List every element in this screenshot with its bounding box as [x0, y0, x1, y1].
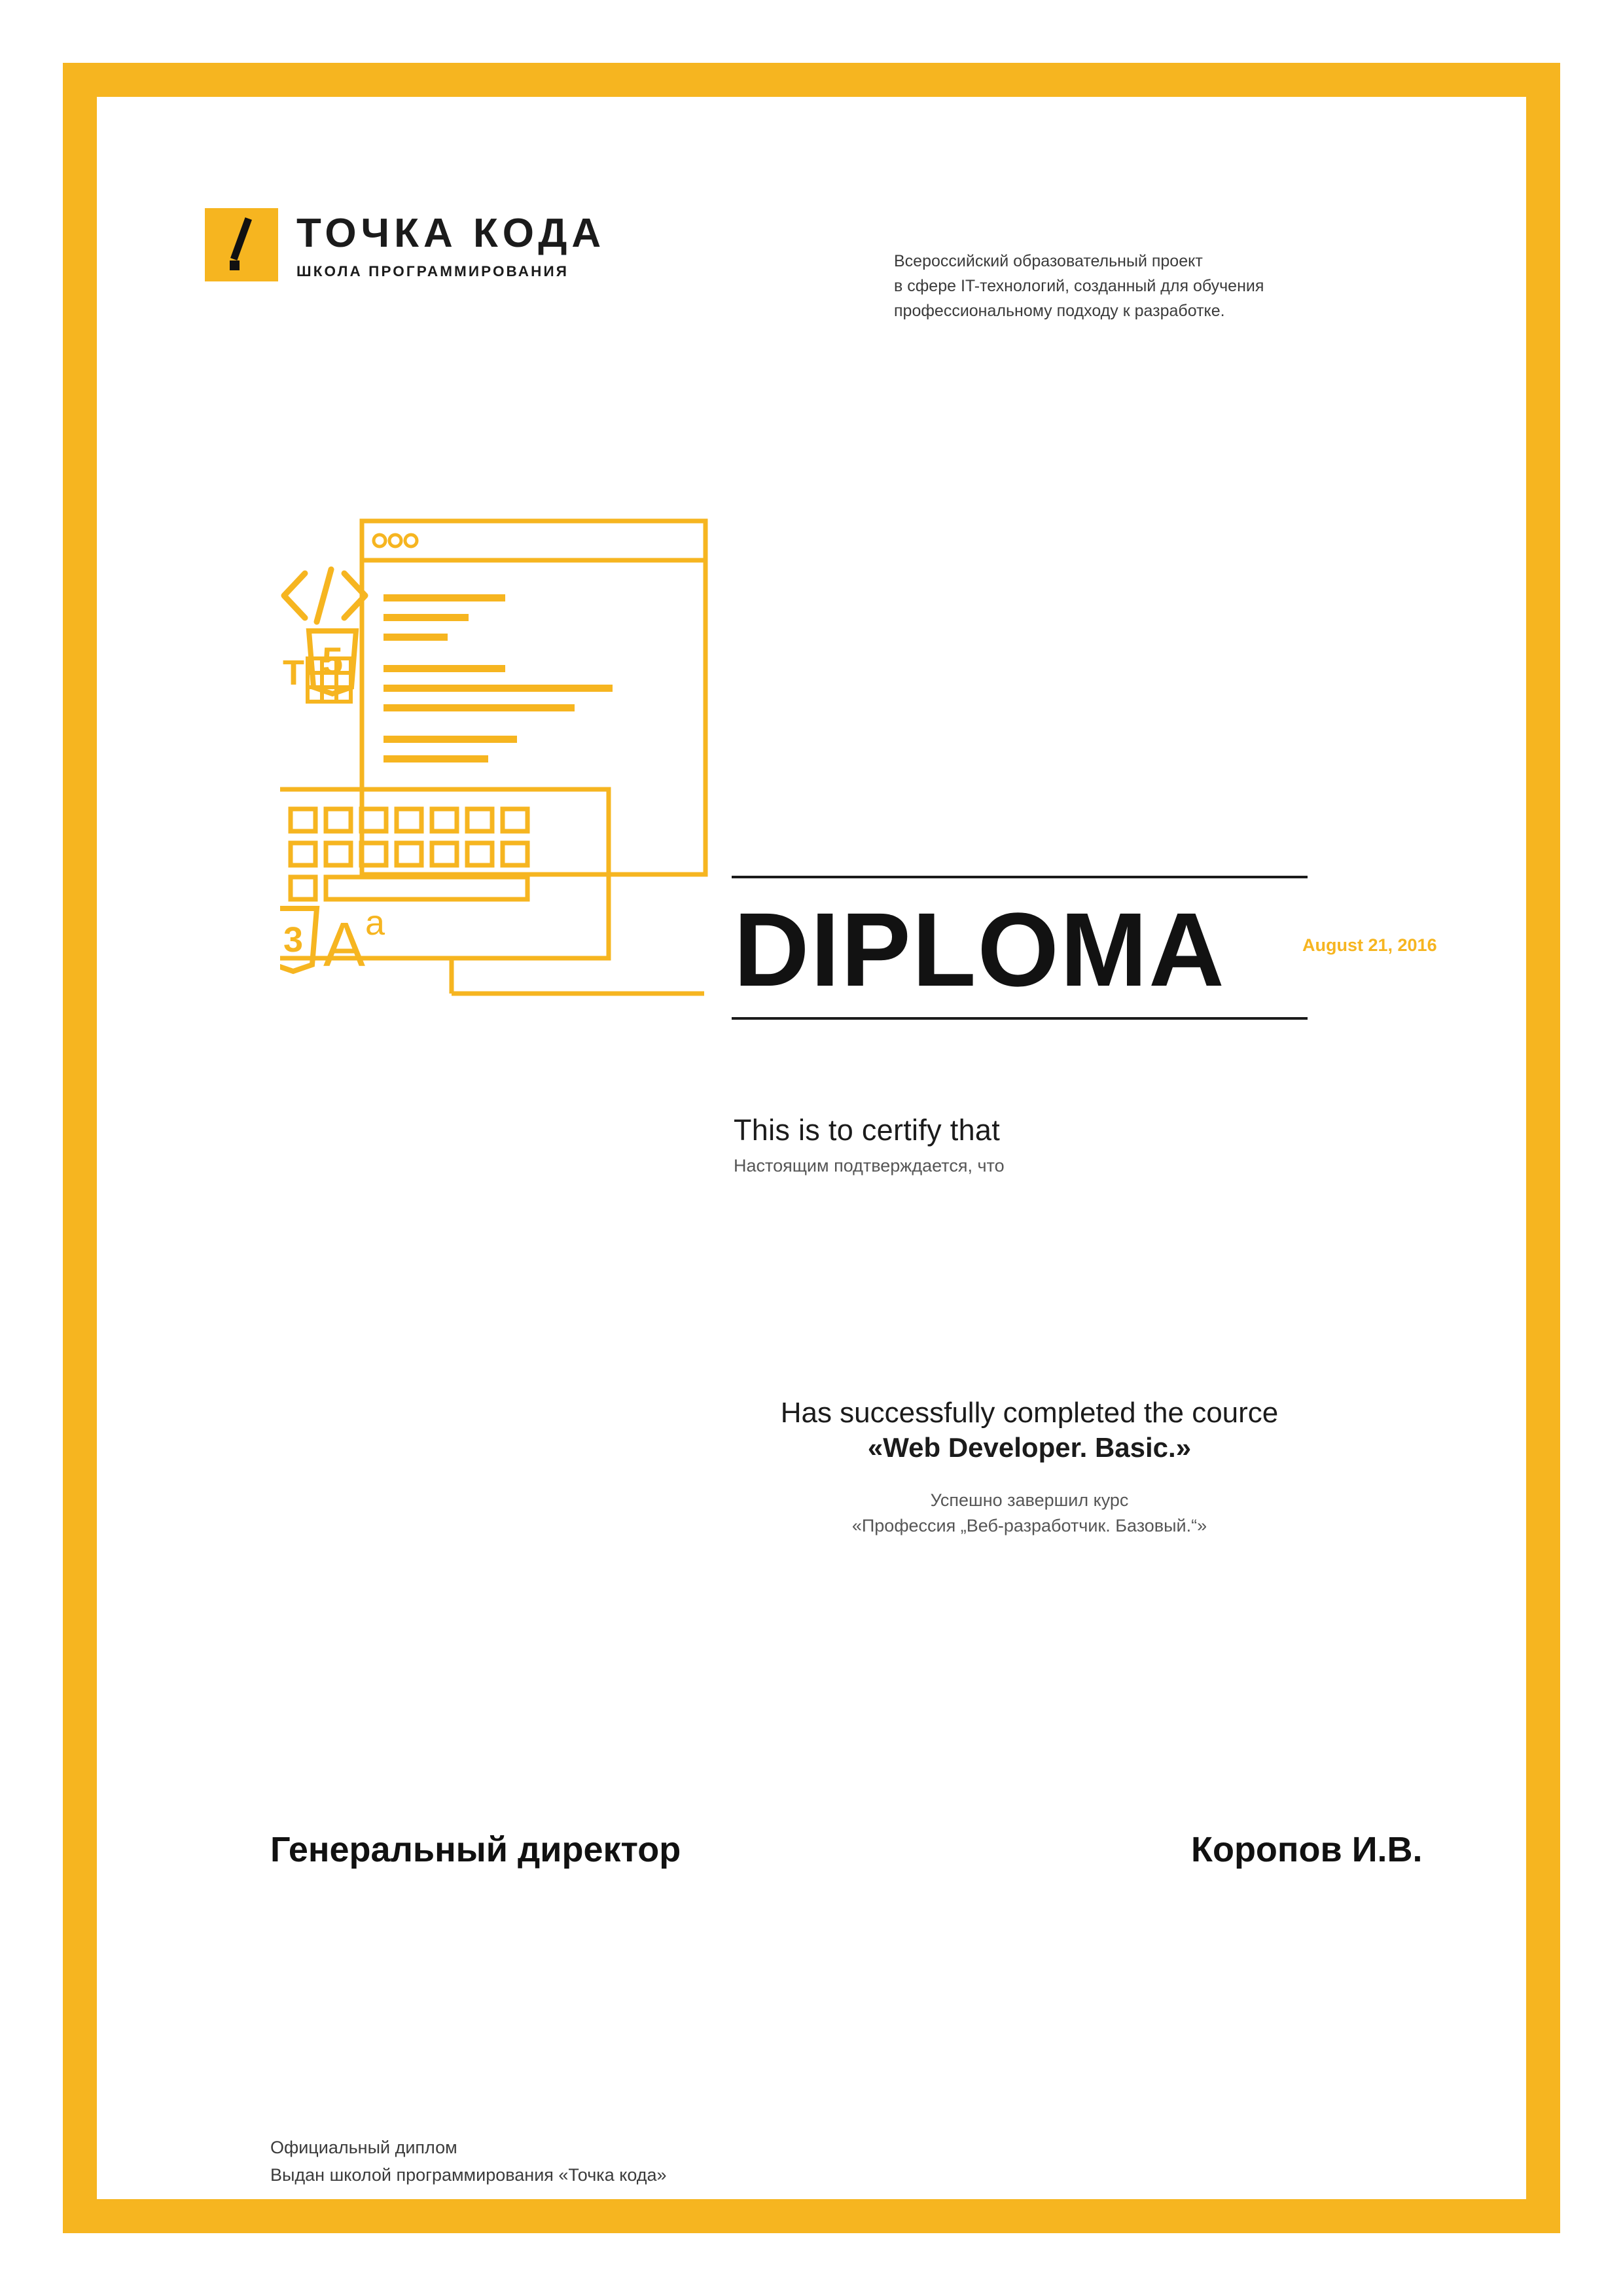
project-description-line-2: в сфере IT-технологий, созданный для обучения — [894, 277, 1264, 295]
course-name-en: «Web Developer. Basic.» — [867, 1431, 1192, 1463]
certify-text-ru: Настоящим подтверждается, что — [734, 1156, 1005, 1175]
web-development-illustration — [280, 516, 974, 1164]
typography-Aa-icon — [323, 903, 385, 980]
css3-badge-icon — [280, 908, 317, 971]
completed-text-en: Has successfully completed the cource — [780, 1397, 1279, 1429]
footer-line-2: Выдан школой программирования «Точка кода» — [270, 2164, 667, 2185]
svg-text:a: a — [365, 903, 385, 942]
svg-text:3: 3 — [283, 920, 304, 960]
svg-text:T: T — [283, 653, 304, 692]
diploma-rule-top — [732, 876, 1308, 878]
signatory-name: Коропов И.В. — [1191, 1830, 1423, 1869]
browser-window-code-icon — [362, 521, 705, 874]
certificate-inner-area — [97, 97, 1526, 2199]
brand-logo — [205, 208, 605, 281]
logo-slash-shape — [230, 217, 252, 260]
logo-dot-shape — [230, 260, 240, 270]
signatory-role: Генеральный директор — [270, 1830, 681, 1869]
brand-title: ТОЧКА КОДА — [296, 211, 606, 256]
course-block-ru — [699, 1488, 1360, 1539]
svg-text:5: 5 — [321, 640, 344, 683]
course-block-en — [699, 1396, 1360, 1466]
slash-dot-logo-icon — [205, 208, 278, 281]
project-description — [894, 249, 1496, 323]
svg-text:A: A — [323, 910, 366, 980]
course-name-ru: «Профессия „Веб-разработчик. Базовый.“» — [851, 1516, 1207, 1536]
diploma-rule-bottom — [732, 1017, 1308, 1020]
certify-text-en: This is to certify that — [734, 1113, 1001, 1147]
diploma-title: DIPLOMA — [734, 891, 1226, 1008]
footer-note — [270, 2134, 667, 2189]
diploma-date: August 21, 2016 — [1302, 935, 1437, 955]
brand-text — [296, 208, 605, 280]
certificate-content — [97, 97, 1526, 2199]
project-description-line-3: профессиональному подходу к разработке. — [894, 302, 1225, 320]
brand-subtitle: ШКОЛА ПРОГРАММИРОВАНИЯ — [296, 263, 569, 279]
diploma-title-block — [732, 876, 1437, 1020]
project-description-line-1: Всероссийский образовательный проект — [894, 252, 1203, 270]
footer-line-1: Официальный диплом — [270, 2138, 457, 2157]
completed-text-ru: Успешно завершил курс — [930, 1490, 1129, 1510]
certificate-border — [63, 63, 1560, 2233]
code-brackets-icon — [284, 569, 365, 622]
